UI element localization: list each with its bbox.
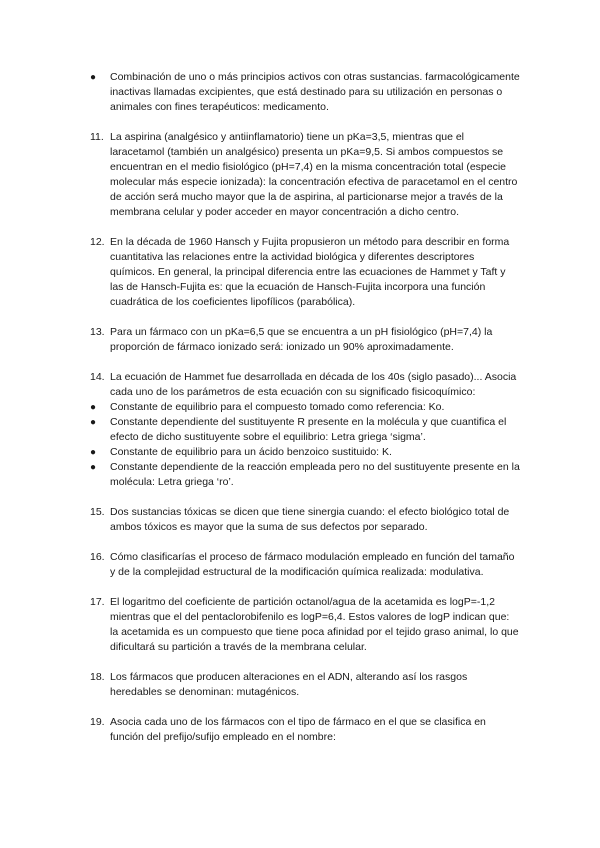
question-number: 12. [90,236,105,248]
bullet-marker: ● [90,402,97,413]
question-16 [90,550,520,580]
bullet-marker: ● [90,447,97,458]
question-number: 14. [90,371,105,383]
question-text: La ecuación de Hammet fue desarrollada en década de los 40s (siglo pasado)... Asocia cada uno de los parámetros de esta ecuación con su significado fisicoquímico: [110,371,517,398]
sub-bullet-item [90,460,520,490]
sub-bullet-item [90,400,520,415]
question-text: Asocia cada uno de los fármacos con el tipo de fármaco en el que se clasifica en función del prefijo/sufijo empleado en el nombre: [110,716,486,743]
intro-bullet-item [90,70,520,115]
question-text: Para un fármaco con un pKa=6,5 que se encuentra a un pH fisiológico (pH=7,4) la proporción de fármaco ionizado será: ionizado un 90% aproximadamente. [110,326,493,353]
question-text: Cómo clasificarías el proceso de fármaco modulación empleado en función del tamaño y de la complejidad estructural de la modificación química realizada: modulativa. [110,551,515,578]
question-number: 17. [90,596,105,608]
sub-bullet-item [90,415,520,445]
question-text: El logaritmo del coeficiente de partición octanol/agua de la acetamida es logP=-1,2 mientras que el del pentaclorobifenilo es logP=6,4. Estos valores de logP indican que: la acetamida es un compuesto que tiene poca afinidad por el tejido graso animal, lo que dificultará su partición a través de la membrana celular. [110,596,519,653]
question-18 [90,670,520,700]
sub-bullet-item [90,445,520,460]
question-15 [90,505,520,535]
document-content [90,70,520,760]
question-11 [90,130,520,220]
sub-bullet-text: Constante de equilibrio para el compuesto tomado como referencia: Ko. [110,401,445,413]
bullet-marker: ● [90,72,97,83]
sub-bullet-text: Constante dependiente de la reacción empleada pero no del sustituyente presente en la molécula: Letra griega ‘ro’. [110,461,520,488]
sub-bullet-text: Constante de equilibrio para un ácido benzoico sustituido: K. [110,446,392,458]
question-text: La aspirina (analgésico y antiinflamatorio) tiene un pKa=3,5, mientras que el laracetamol (también un analgésico) presenta un pKa=9,5. Si ambos compuestos se encuentran en el medio fisiológico (pH=7,4) en la misma concentración total (especie molecular más especie ionizada): la concentración efectiva de paracetamol en el centro de acción será mucho mayor que la de aspirina, al particionarse mejor a través de la membrana celular y poder acceder en mayor concentración a dicho centro. [110,131,518,218]
question-number: 13. [90,326,105,338]
question-number: 11. [90,131,104,143]
question-text: Los fármacos que producen alteraciones en el ADN, alterando así los rasgos heredables se denominan: mutagénicos. [110,671,468,698]
question-14 [90,370,520,490]
question-number: 15. [90,506,105,518]
intro-bullet-text: Combinación de uno o más principios activos con otras sustancias. farmacológicamente inactivas llamadas excipientes, que está destinado para su utilización en personas o animales con fines terapéuticos: medicamento. [110,71,520,113]
bullet-marker: ● [90,417,97,428]
question-number: 18. [90,671,105,683]
question-12 [90,235,520,310]
sub-bullet-text: Constante dependiente del sustituyente R presente en la molécula y que cuantifica el efecto de dicho sustituyente sobre el equilibrio: Letra griega ‘sigma’. [110,416,507,443]
question-17 [90,595,520,655]
question-text: En la década de 1960 Hansch y Fujita propusieron un método para describir en forma cuantitativa las relaciones entre la actividad biológica y diferentes descriptores químicos. En general, la principal diferencia entre las ecuaciones de Hammet y Taft y las de Hansch-Fujita es: que la ecuación de Hansch-Fujita incorpora una función cuadrática de los coeficientes lipofílicos (parabólica). [110,236,510,308]
question-text: Dos sustancias tóxicas se dicen que tiene sinergia cuando: el efecto biológico total de ambos tóxicos es mayor que la suma de sus defectos por separado. [110,506,510,533]
question-number: 16. [90,551,105,563]
question-19 [90,715,520,745]
question-13 [90,325,520,355]
bullet-marker: ● [90,462,97,473]
question-number: 19. [90,716,105,728]
